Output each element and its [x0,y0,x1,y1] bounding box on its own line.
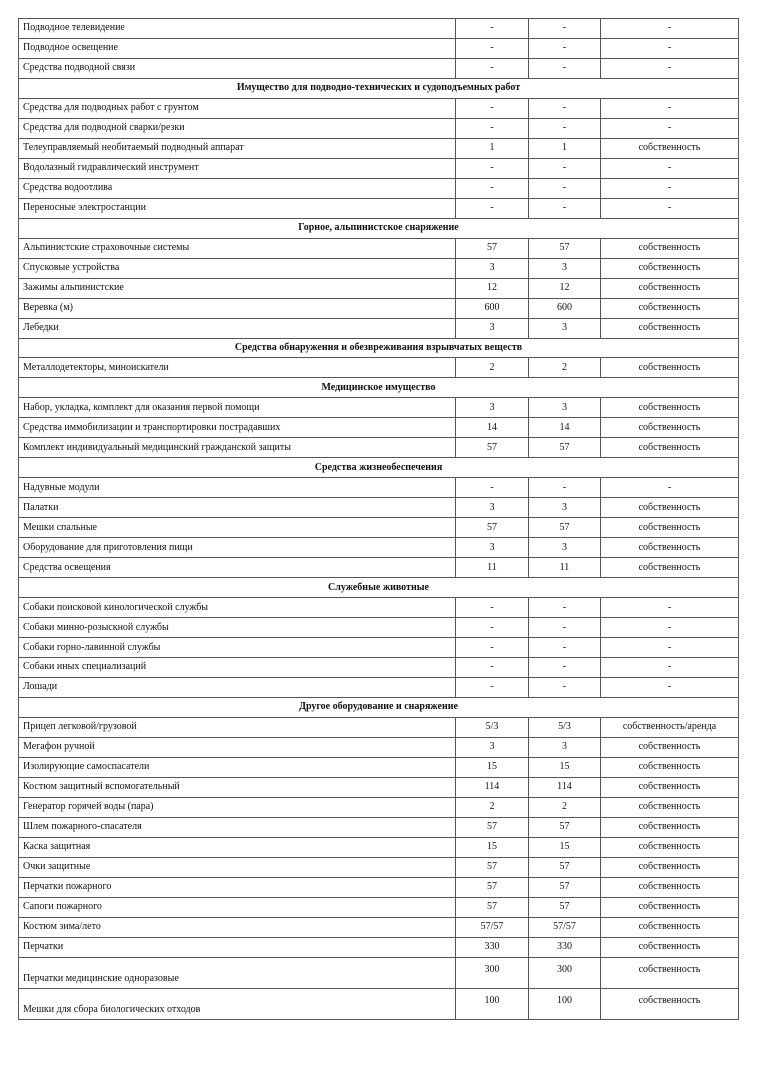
table-row [19,98,739,118]
item-name-cell: Комплект индивидуальный медицинский гражданской защиты [19,438,456,458]
ownership-cell: собственность [601,757,739,777]
ownership-cell: - [601,118,739,138]
quantity-cell: - [456,198,529,218]
quantity-available-cell: 3 [529,737,601,757]
quantity-available-cell: - [529,98,601,118]
quantity-cell: 15 [456,757,529,777]
quantity-cell: 600 [456,298,529,318]
ownership-cell: - [601,478,739,498]
ownership-cell: собственность [601,917,739,937]
table-row [19,658,739,678]
item-name-cell: Сапоги пожарного [19,897,456,917]
quantity-cell: 57 [456,817,529,837]
item-name-cell: Спусковые устройства [19,258,456,278]
quantity-cell: - [456,178,529,198]
item-name-cell: Перчатки медицинские одноразовые [19,957,456,988]
section-header-row [19,378,739,398]
quantity-available-cell: 57 [529,238,601,258]
ownership-cell: собственность [601,558,739,578]
quantity-cell: 114 [456,777,529,797]
ownership-cell: собственность [601,877,739,897]
item-name-cell: Лебедки [19,318,456,338]
quantity-cell: - [456,98,529,118]
quantity-available-cell: 57 [529,817,601,837]
ownership-cell: собственность [601,837,739,857]
section-title: Имущество для подводно-технических и судоподъемных работ [19,78,739,98]
ownership-cell: собственность [601,238,739,258]
quantity-available-cell: - [529,19,601,39]
ownership-cell: - [601,598,739,618]
quantity-available-cell: 57 [529,857,601,877]
quantity-cell: 2 [456,358,529,378]
item-name-cell: Альпинистские страховочные системы [19,238,456,258]
item-name-cell: Средства подводной связи [19,58,456,78]
table-row [19,857,739,877]
table-row [19,278,739,298]
quantity-available-cell: 3 [529,318,601,338]
item-name-cell: Костюм защитный вспомогательный [19,777,456,797]
table-row [19,937,739,957]
table-row [19,717,739,737]
quantity-cell: 14 [456,418,529,438]
quantity-cell: 5/3 [456,717,529,737]
table-row [19,988,739,1019]
item-name-cell: Телеуправляемый необитаемый подводный аппарат [19,138,456,158]
inventory-table [18,18,739,1020]
quantity-cell: 12 [456,278,529,298]
quantity-available-cell: 14 [529,418,601,438]
quantity-available-cell: - [529,118,601,138]
table-row [19,138,739,158]
quantity-available-cell: 3 [529,398,601,418]
section-title: Средства обнаружения и обезвреживания взрывчатых веществ [19,338,739,358]
ownership-cell: - [601,98,739,118]
table-row [19,438,739,458]
ownership-cell: собственность [601,498,739,518]
quantity-available-cell: - [529,677,601,697]
quantity-available-cell: 1 [529,138,601,158]
item-name-cell: Собаки иных специализаций [19,658,456,678]
quantity-cell: - [456,38,529,58]
quantity-cell: 3 [456,538,529,558]
section-header-row [19,697,739,717]
item-name-cell: Набор, укладка, комплект для оказания первой помощи [19,398,456,418]
ownership-cell: - [601,178,739,198]
ownership-cell: - [601,19,739,39]
ownership-cell: - [601,638,739,658]
table-row [19,957,739,988]
table-row [19,638,739,658]
quantity-cell: 57 [456,238,529,258]
ownership-cell: собственность [601,258,739,278]
quantity-cell: 1 [456,138,529,158]
quantity-available-cell: 57 [529,877,601,897]
ownership-cell: собственность [601,857,739,877]
item-name-cell: Собаки поисковой кинологической службы [19,598,456,618]
table-row [19,478,739,498]
section-title: Медицинское имущество [19,378,739,398]
item-name-cell: Мешки спальные [19,518,456,538]
table-row [19,558,739,578]
table-row [19,298,739,318]
table-row [19,238,739,258]
item-name-cell: Генератор горячей воды (пара) [19,797,456,817]
quantity-available-cell: 57 [529,897,601,917]
ownership-cell: - [601,618,739,638]
item-name-cell: Средства освещения [19,558,456,578]
quantity-available-cell: 57 [529,518,601,538]
section-title: Средства жизнеобеспечения [19,458,739,478]
ownership-cell: собственность [601,298,739,318]
ownership-cell: собственность [601,398,739,418]
table-row [19,158,739,178]
quantity-cell: 15 [456,837,529,857]
ownership-cell: - [601,198,739,218]
quantity-cell: 3 [456,318,529,338]
ownership-cell: собственность [601,937,739,957]
ownership-cell: собственность [601,138,739,158]
quantity-available-cell: 5/3 [529,717,601,737]
table-row [19,598,739,618]
quantity-cell: 57 [456,857,529,877]
quantity-available-cell: 15 [529,837,601,857]
ownership-cell: собственность [601,797,739,817]
quantity-available-cell: 600 [529,298,601,318]
item-name-cell: Палатки [19,498,456,518]
quantity-cell: - [456,618,529,638]
table-row [19,398,739,418]
ownership-cell: собственность/аренда [601,717,739,737]
table-row [19,358,739,378]
quantity-cell: 3 [456,398,529,418]
section-header-row [19,578,739,598]
quantity-available-cell: 330 [529,937,601,957]
item-name-cell: Средства иммобилизации и транспортировки пострадавших [19,418,456,438]
item-name-cell: Переносные электростанции [19,198,456,218]
quantity-cell: 330 [456,937,529,957]
item-name-cell: Средства водоотлива [19,178,456,198]
ownership-cell: собственность [601,418,739,438]
table-row [19,877,739,897]
item-name-cell: Веревка (м) [19,298,456,318]
item-name-cell: Оборудование для приготовления пищи [19,538,456,558]
item-name-cell: Прицеп легковой/грузовой [19,717,456,737]
item-name-cell: Металлодетекторы, миноискатели [19,358,456,378]
quantity-cell: 3 [456,258,529,278]
quantity-cell: 100 [456,988,529,1019]
quantity-available-cell: - [529,478,601,498]
table-row [19,618,739,638]
ownership-cell: собственность [601,538,739,558]
section-title: Служебные животные [19,578,739,598]
quantity-cell: 57 [456,438,529,458]
table-row [19,318,739,338]
quantity-cell: 57 [456,518,529,538]
section-header-row [19,458,739,478]
ownership-cell: - [601,158,739,178]
quantity-available-cell: - [529,618,601,638]
ownership-cell: собственность [601,957,739,988]
table-row [19,19,739,39]
quantity-cell: - [456,598,529,618]
item-name-cell: Очки защитные [19,857,456,877]
quantity-available-cell: 57 [529,438,601,458]
item-name-cell: Средства для подводных работ с грунтом [19,98,456,118]
quantity-cell: - [456,638,529,658]
item-name-cell: Подводное телевидение [19,19,456,39]
table-row [19,198,739,218]
table-row [19,538,739,558]
table-row [19,518,739,538]
section-header-row [19,218,739,238]
table-row [19,897,739,917]
item-name-cell: Мешки для сбора биологических отходов [19,988,456,1019]
quantity-available-cell: - [529,198,601,218]
quantity-available-cell: - [529,598,601,618]
quantity-cell: - [456,478,529,498]
item-name-cell: Надувные модули [19,478,456,498]
quantity-available-cell: 114 [529,777,601,797]
quantity-cell: 2 [456,797,529,817]
quantity-cell: 300 [456,957,529,988]
item-name-cell: Собаки горно-лавинной службы [19,638,456,658]
table-row [19,38,739,58]
item-name-cell: Изолирующие самоспасатели [19,757,456,777]
item-name-cell: Каска защитная [19,837,456,857]
table-row [19,58,739,78]
ownership-cell: собственность [601,278,739,298]
quantity-available-cell: - [529,58,601,78]
ownership-cell: - [601,38,739,58]
ownership-cell: - [601,658,739,678]
table-row [19,797,739,817]
table-row [19,757,739,777]
table-row [19,917,739,937]
ownership-cell: собственность [601,438,739,458]
item-name-cell: Костюм зима/лето [19,917,456,937]
section-title: Другое оборудование и снаряжение [19,697,739,717]
quantity-available-cell: - [529,158,601,178]
ownership-cell: собственность [601,518,739,538]
item-name-cell: Средства для подводной сварки/резки [19,118,456,138]
table-row [19,258,739,278]
ownership-cell: - [601,58,739,78]
quantity-available-cell: 57/57 [529,917,601,937]
quantity-available-cell: - [529,638,601,658]
ownership-cell: собственность [601,358,739,378]
item-name-cell: Мегафон ручной [19,737,456,757]
item-name-cell: Перчатки пожарного [19,877,456,897]
ownership-cell: собственность [601,737,739,757]
quantity-available-cell: 15 [529,757,601,777]
table-row [19,498,739,518]
quantity-cell: - [456,118,529,138]
item-name-cell: Шлем пожарного-спасателя [19,817,456,837]
quantity-available-cell: - [529,658,601,678]
quantity-cell: - [456,658,529,678]
quantity-cell: 3 [456,737,529,757]
table-row [19,817,739,837]
item-name-cell: Зажимы альпинистские [19,278,456,298]
quantity-cell: - [456,158,529,178]
quantity-cell: - [456,19,529,39]
quantity-cell: 11 [456,558,529,578]
table-row [19,418,739,438]
item-name-cell: Перчатки [19,937,456,957]
item-name-cell: Собаки минно-розыскной службы [19,618,456,638]
table-row [19,737,739,757]
table-row [19,118,739,138]
quantity-available-cell: 100 [529,988,601,1019]
quantity-available-cell: 300 [529,957,601,988]
quantity-cell: 57 [456,897,529,917]
ownership-cell: собственность [601,988,739,1019]
quantity-cell: 57/57 [456,917,529,937]
table-row [19,677,739,697]
quantity-available-cell: - [529,178,601,198]
table-row [19,178,739,198]
ownership-cell: собственность [601,897,739,917]
quantity-available-cell: 3 [529,258,601,278]
table-row [19,837,739,857]
ownership-cell: собственность [601,817,739,837]
quantity-cell: 57 [456,877,529,897]
quantity-available-cell: 2 [529,358,601,378]
quantity-available-cell: 12 [529,278,601,298]
item-name-cell: Лошади [19,677,456,697]
item-name-cell: Водолазный гидравлический инструмент [19,158,456,178]
quantity-available-cell: 2 [529,797,601,817]
table-row [19,777,739,797]
ownership-cell: собственность [601,777,739,797]
quantity-available-cell: 11 [529,558,601,578]
section-header-row [19,338,739,358]
item-name-cell: Подводное освещение [19,38,456,58]
quantity-cell: 3 [456,498,529,518]
quantity-available-cell: - [529,38,601,58]
section-title: Горное, альпинистское снаряжение [19,218,739,238]
quantity-available-cell: 3 [529,498,601,518]
inventory-table-body [19,19,739,1020]
quantity-cell: - [456,58,529,78]
quantity-available-cell: 3 [529,538,601,558]
quantity-cell: - [456,677,529,697]
ownership-cell: - [601,677,739,697]
ownership-cell: собственность [601,318,739,338]
section-header-row [19,78,739,98]
